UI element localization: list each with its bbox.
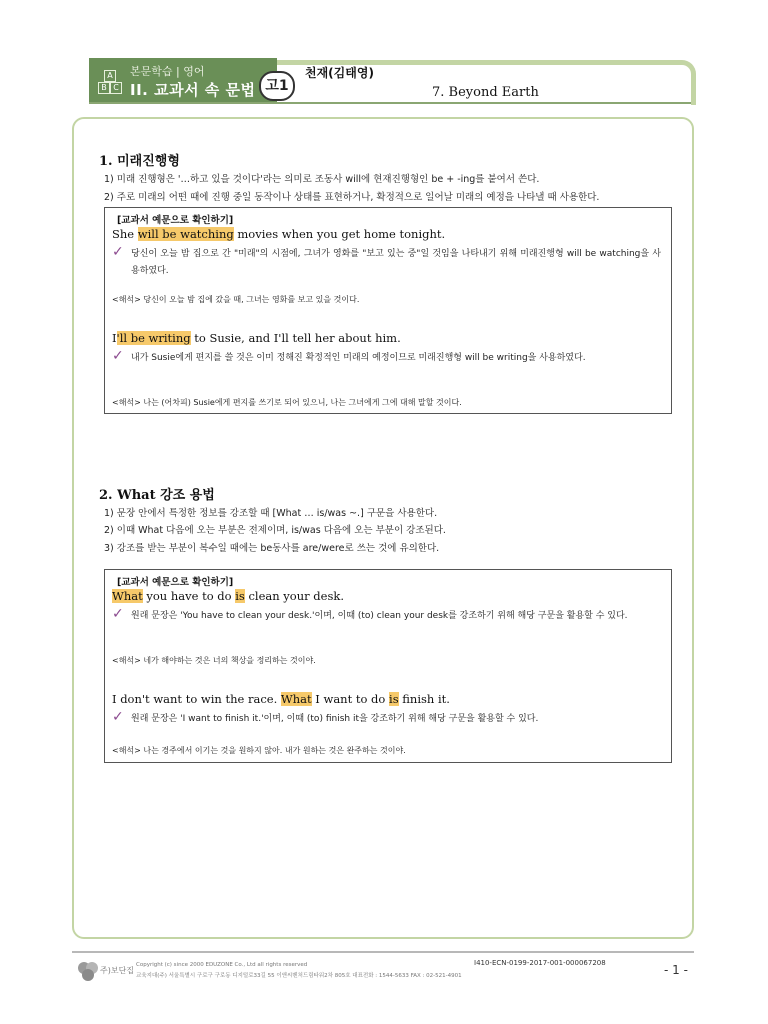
header-divider <box>89 102 691 104</box>
logo-text: 주)보단집 <box>100 966 134 975</box>
grade-badge: 고1 <box>259 71 295 101</box>
abc-blocks-icon <box>98 70 122 94</box>
address-text: 교육지대(주) 서울특별시 구로구 구로동 디지털로33길 55 이앤씨벤처드림타워2차 805호 대표전화 : 1544-5633 FAX : 02-521-4901 <box>136 973 462 979</box>
lesson-title: 7. Beyond Earth <box>432 85 539 100</box>
example-explanation: 내가 Susie에게 편지를 쓸 것은 이미 정해진 확정적인 미래의 예정이므로 미래진행형 will be writing을 사용하였다. <box>131 353 586 363</box>
section2-rule-2: 2) 이때 What 다음에 오는 부분은 전제이며, is/was 다음에 오는 부분이 강조된다. <box>104 525 446 536</box>
example-explanation: 당신이 오늘 밤 집으로 간 "미래"의 시점에, 그녀가 영화를 "보고 있는 중"일 것임을 나타내기 위해 미래진행형 will be watching을 사용하였다. <box>131 249 661 276</box>
sentence-part: to Susie, and I'll tell her about him. <box>190 331 401 345</box>
sentence-part: clean your desk. <box>244 589 344 603</box>
highlighted-what: What <box>280 692 312 706</box>
example-explanation: 원래 문장은 'You have to clean your desk.'이며, 이때 (to) clean your desk를 강조하기 위해 해당 구문을 활용할 수 있다. <box>131 611 628 621</box>
highlighted-what: What <box>112 589 143 603</box>
sentence-part: She <box>112 227 138 241</box>
document-code: I410-ECN-0199-2017-001-000067208 <box>474 959 606 967</box>
check-icon: ✓ <box>112 709 124 725</box>
example-translation: <해석> 나는 경주에서 이기는 것을 원하지 않아. 내가 원하는 것은 완주하는 것이야. <box>112 746 406 755</box>
section1-heading: 1. 미래진행형 <box>99 154 180 169</box>
example-sentence <box>112 692 450 706</box>
page-number: - 1 - <box>664 963 688 977</box>
section2-example-box <box>104 569 672 763</box>
section1-rule-2: 2) 주로 미래의 어떤 때에 진행 중일 동작이나 상태를 표현하거나, 확정적으로 일어날 미래의 예정을 나타낼 때 사용한다. <box>104 192 600 203</box>
example-translation: <해석> 당신이 오늘 밤 집에 갔을 때, 그녀는 영화를 보고 있을 것이다. <box>112 295 360 304</box>
example-sentence <box>112 331 401 345</box>
check-icon: ✓ <box>112 348 124 364</box>
section2-rule-3: 3) 강조를 받는 부분이 복수일 때에는 be동사를 are/were로 쓰는 것에 유의한다. <box>104 543 440 554</box>
section2-rule-1: 1) 문장 안에서 특정한 정보를 강조할 때 [What … is/was ~.] 구문을 사용한다. <box>104 508 438 519</box>
sentence-part: I want to do <box>311 692 390 706</box>
section1-rule-1: 1) 미래 진행형은 '…하고 있을 것이다'라는 의미로 조동사 will에 현재진행형인 be + -ing를 붙여서 쓴다. <box>104 174 540 185</box>
example-translation: <해석> 나는 (어차피) Susie에게 편지를 쓰기로 되어 있으니, 나는 그녀에게 그에 대해 말할 것이다. <box>112 398 462 407</box>
example-box-title: [교과서 예문으로 확인하기] <box>117 215 234 226</box>
page-header <box>72 58 694 108</box>
section-title: II. 교과서 속 문법 <box>130 81 256 99</box>
section1-example-box <box>104 207 672 414</box>
copyright-text: Copyright (c) since 2000 EDUZONE Co., Ltd all rights reserved <box>136 962 308 968</box>
sentence-part: movies when you get home tonight. <box>233 227 446 241</box>
subject-label: 본문학습 | 영어 <box>130 65 205 78</box>
abc-block-a: A <box>104 70 116 82</box>
example-explanation: 원래 문장은 'I want to finish it.'이며, 이때 (to) finish it을 강조하기 위해 해당 구문을 활용할 수 있다. <box>131 714 539 724</box>
highlighted-phrase: will be watching <box>137 227 234 241</box>
abc-block-c: C <box>110 82 122 94</box>
publisher-label: 천재(김태영) <box>305 66 374 80</box>
sentence-part: you have to do <box>142 589 236 603</box>
footer-divider <box>72 951 694 953</box>
check-icon: ✓ <box>112 244 124 260</box>
sentence-part: finish it. <box>398 692 450 706</box>
sentence-part: I don't want to win the race. <box>112 692 281 706</box>
highlighted-is: is <box>389 692 399 706</box>
check-icon: ✓ <box>112 606 124 622</box>
section2-heading: 2. What 강조 용법 <box>99 488 215 503</box>
example-box-title: [교과서 예문으로 확인하기] <box>117 577 234 588</box>
abc-block-b: B <box>98 82 110 94</box>
example-translation: <해석> 네가 해야하는 것은 너의 책상을 정리하는 것이야. <box>112 656 316 665</box>
publisher-logo <box>72 958 134 984</box>
logo-mark-icon <box>72 958 134 984</box>
highlighted-is: is <box>235 589 245 603</box>
example-sentence <box>112 227 445 241</box>
sentence-part: I <box>112 331 117 345</box>
highlighted-phrase: 'll be writing <box>116 331 191 345</box>
example-sentence <box>112 589 344 603</box>
